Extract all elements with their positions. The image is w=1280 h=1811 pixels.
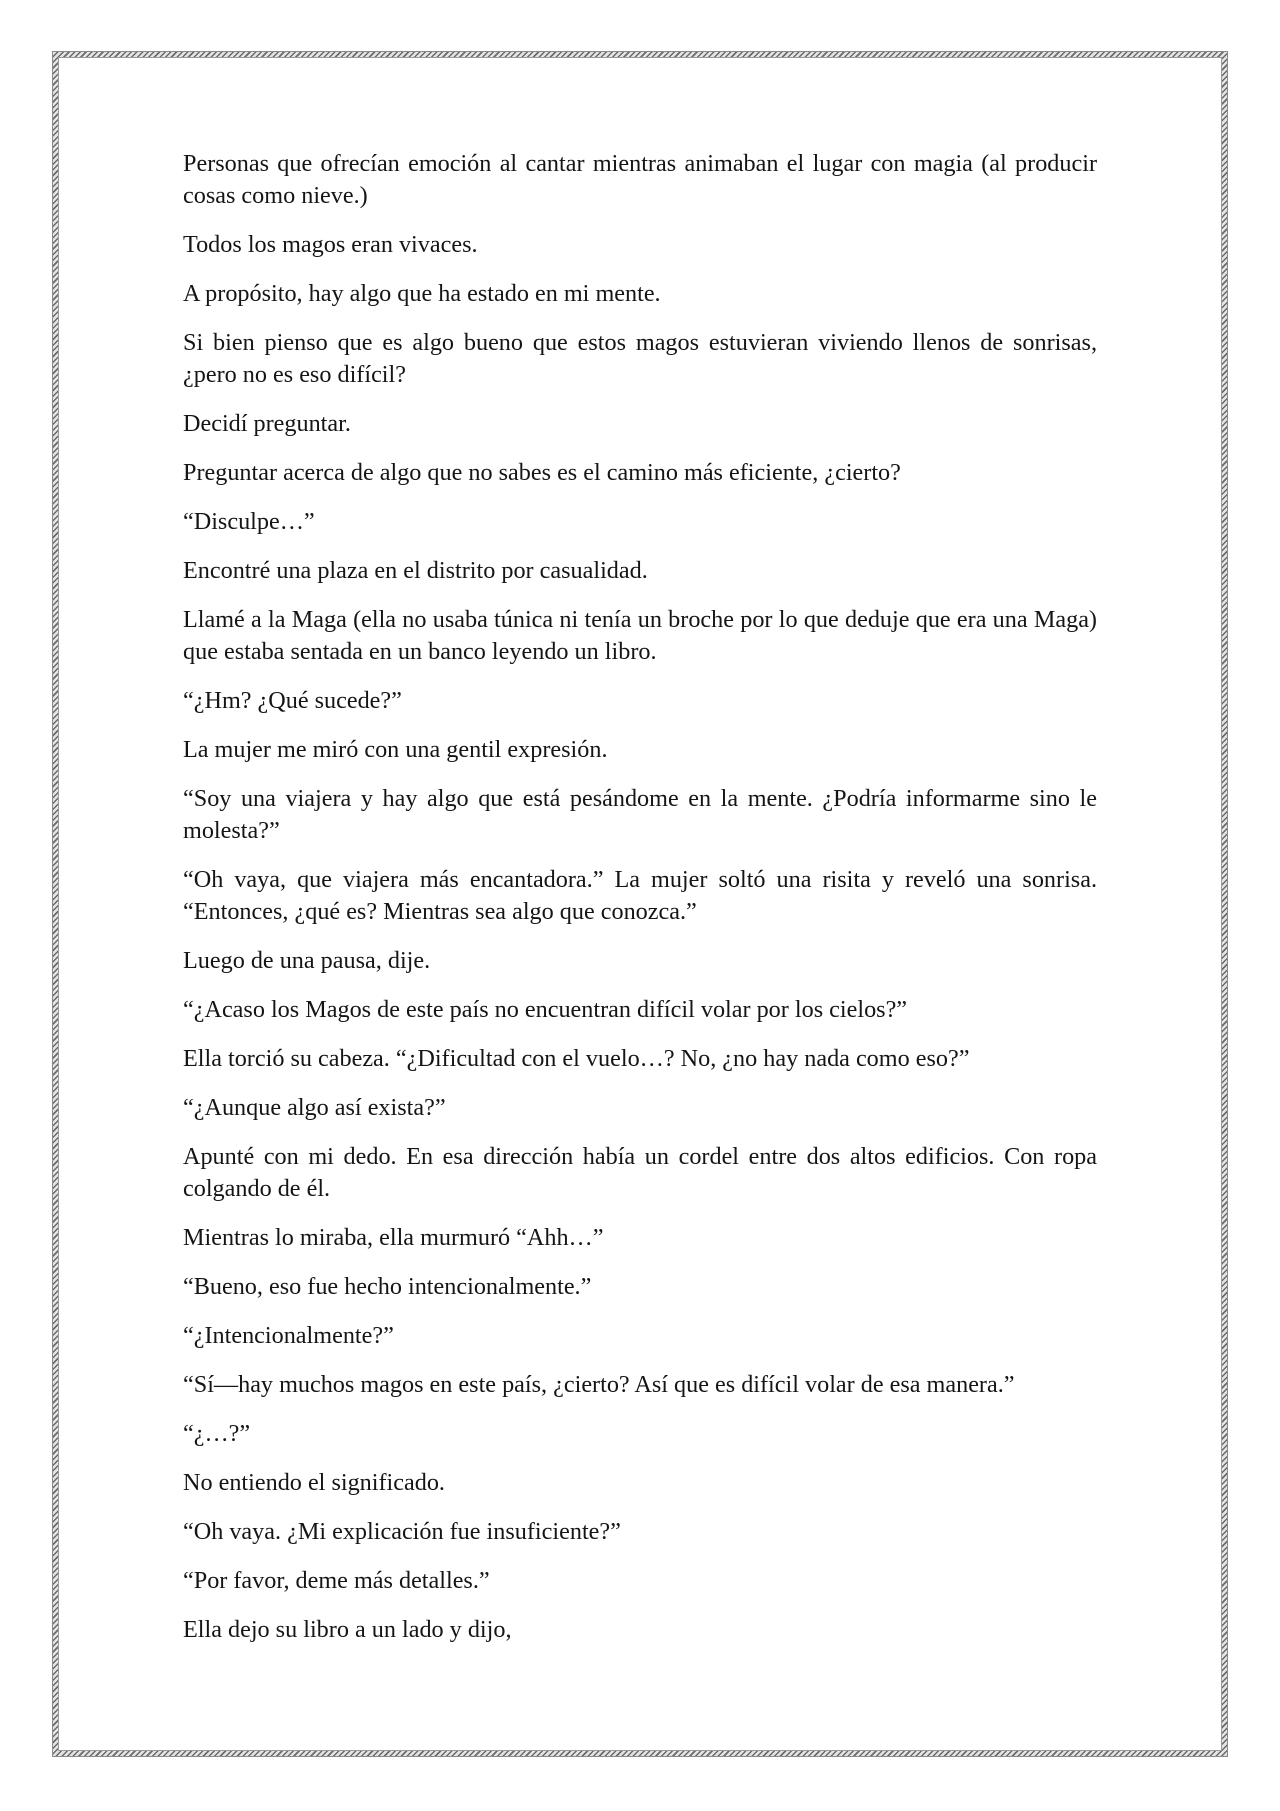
paragraph: “¿Acaso los Magos de este país no encuentran difícil volar por los cielos?” xyxy=(183,996,908,1023)
paragraph: Todos los magos eran vivaces. xyxy=(183,231,478,258)
paragraph: “Bueno, eso fue hecho intencionalmente.” xyxy=(183,1273,592,1300)
paragraph: Ella torció su cabeza. “¿Dificultad con el vuelo…? No, ¿no hay nada como eso?” xyxy=(183,1045,970,1072)
paragraph: Luego de una pausa, dije. xyxy=(183,947,431,974)
paragraph: “Por favor, deme más detalles.” xyxy=(183,1567,490,1594)
paragraph: “Sí—hay muchos magos en este país, ¿cierto? Así que es difícil volar de esa manera.” xyxy=(183,1371,1015,1398)
paragraph: “¿…?” xyxy=(183,1420,251,1447)
paragraph: Apunté con mi dedo. En esa dirección había un cordel entre dos altos edificios. Con ropa colgando de él. xyxy=(183,1143,1097,1202)
paragraph: “¿Intencionalmente?” xyxy=(183,1322,394,1349)
paragraph: “¿Hm? ¿Qué sucede?” xyxy=(183,687,402,714)
paragraph: Ella dejo su libro a un lado y dijo, xyxy=(183,1616,512,1643)
paragraph: “Soy una viajera y hay algo que está pesándome en la mente. ¿Podría informarme sino le molesta?” xyxy=(183,785,1097,844)
paragraph: La mujer me miró con una gentil expresión. xyxy=(183,736,608,763)
paragraph: “Oh vaya. ¿Mi explicación fue insuficiente?” xyxy=(183,1518,621,1545)
paragraph: “Oh vaya, que viajera más encantadora.” La mujer soltó una risita y reveló una sonrisa. “Entonces, ¿qué es? Mientras sea algo que conozca.” xyxy=(183,866,1097,925)
paragraph: A propósito, hay algo que ha estado en mi mente. xyxy=(183,280,661,307)
paragraph: Llamé a la Maga (ella no usaba túnica ni tenía un broche por lo que deduje que era una Maga) que estaba sentada en un banco leyendo un libro. xyxy=(183,606,1097,665)
paragraph: “¿Aunque algo así exista?” xyxy=(183,1094,446,1121)
paragraph: Decidí preguntar. xyxy=(183,410,351,437)
paragraph: Personas que ofrecían emoción al cantar mientras animaban el lugar con magia (al producir cosas como nieve.) xyxy=(183,150,1097,209)
paragraph: Si bien pienso que es algo bueno que estos magos estuvieran viviendo llenos de sonrisas, ¿pero no es eso difícil? xyxy=(183,329,1097,388)
paragraph: Mientras lo miraba, ella murmuró “Ahh…” xyxy=(183,1224,604,1251)
paragraph: “Disculpe…” xyxy=(183,508,315,535)
paragraph: Encontré una plaza en el distrito por casualidad. xyxy=(183,557,648,584)
paragraph: Preguntar acerca de algo que no sabes es el camino más eficiente, ¿cierto? xyxy=(183,459,901,486)
paragraph: No entiendo el significado. xyxy=(183,1469,445,1496)
document-body xyxy=(183,148,1097,1663)
